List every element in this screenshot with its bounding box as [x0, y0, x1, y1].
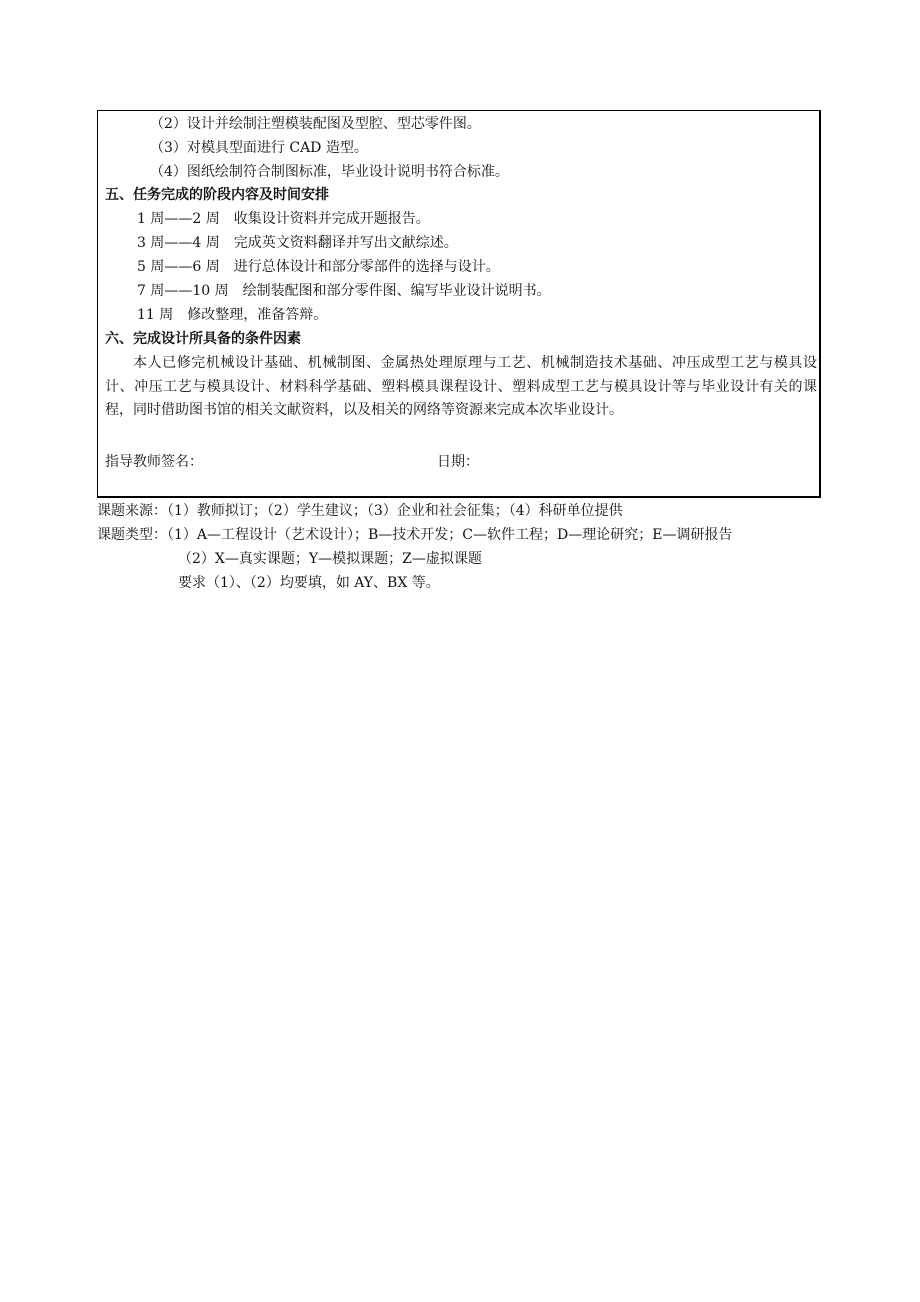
footnote-type: 课题类型：（1）A—工程设计（艺术设计）；B—技术开发；C—软件工程；D—理论研究；E—调研报告	[97, 527, 733, 543]
requirement-item: （4）图纸绘制符合制图标准，毕业设计说明书符合标准。	[150, 164, 509, 180]
schedule-item: 3 周——4 周 完成英文资料翻译并写出文献综述。	[137, 235, 458, 251]
footnote-requirement: 要求（1）、（2）均要填，如 AY、BX 等。	[178, 575, 440, 591]
requirement-item: （3）对模具型面进行 CAD 造型。	[150, 140, 368, 156]
conditions-paragraph: 本人已修完机械设计基础、机械制图、金属热处理原理与工艺、机械制造技术基础、冲压成型工艺与模具设计、冲压工艺与模具设计、材料科学基础、塑料模具课程设计、塑料成型工艺与模具设计等与毕业设计有关的课程，同时借助图书馆的相关文献资料，以及相关的网络等资源来完成本次毕业设计。	[105, 355, 817, 419]
schedule-item: 7 周——10 周 绘制装配图和部分零件图、编写毕业设计说明书。	[137, 283, 551, 299]
requirement-item: （2）设计并绘制注塑模装配图及型腔、型芯零件图。	[150, 116, 481, 132]
date-label: 日期：	[437, 454, 479, 470]
schedule-item: 5 周——6 周 进行总体设计和部分零部件的选择与设计。	[137, 259, 500, 275]
section5-heading: 五、任务完成的阶段内容及时间安排	[105, 187, 329, 203]
section6-heading: 六、完成设计所具备的条件因素	[105, 331, 301, 347]
footnote-source: 课题来源：（1）教师拟订；（2）学生建议；（3）企业和社会征集；（4）科研单位提供	[97, 503, 623, 519]
teacher-signature-label: 指导教师签名：	[105, 454, 203, 470]
schedule-item: 1 周——2 周 收集设计资料并完成开题报告。	[137, 211, 430, 227]
footnote-type-2: （2）X—真实课题；Y—模拟课题；Z—虚拟课题	[178, 551, 482, 567]
schedule-item: 11 周 修改整理，准备答辩。	[137, 307, 328, 323]
